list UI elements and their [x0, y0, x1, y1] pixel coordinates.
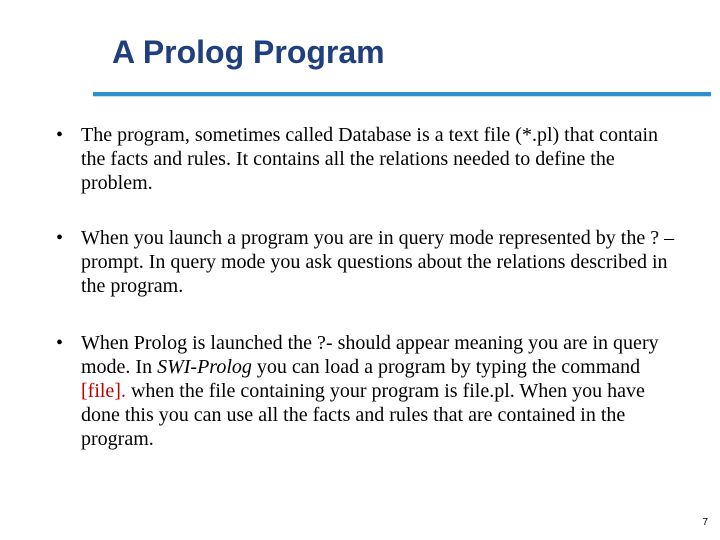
slide-title: A Prolog Program — [112, 34, 385, 70]
swi-prolog-term: SWI-Prolog — [157, 356, 252, 378]
bullet-text-part-2: you can load a program by typing the command — [251, 356, 641, 378]
bullet-icon: • — [56, 124, 64, 146]
bullet-text-part-1: When Prolog is launched the ?- should appear meaning you are in query mode. In — [81, 332, 659, 378]
bullet-text: When you launch a program you are in query mode represented by the ? – prompt. In query mode you ask questions about the relations described in the program. — [81, 227, 675, 297]
bullet-item — [56, 226, 676, 298]
title-underline — [93, 92, 711, 97]
bullet-list-1 — [56, 123, 676, 195]
page-number: 7 — [702, 517, 708, 528]
bullet-list-2 — [56, 226, 676, 298]
bullet-item — [56, 331, 676, 451]
bullet-list-3 — [56, 331, 676, 451]
bullet-text-part-3: when the file containing your program is file.pl. When you have done this you can use all the facts and rules that are contained in the program. — [81, 380, 645, 450]
file-command-code: [file]. — [81, 380, 126, 402]
bullet-icon: • — [56, 227, 64, 249]
bullet-text: The program, sometimes called Database is a text file (*.pl) that contain the facts and rules. It contains all the relations needed to define the problem. — [81, 124, 659, 194]
bullet-item — [56, 123, 676, 195]
bullet-icon: • — [56, 332, 64, 354]
